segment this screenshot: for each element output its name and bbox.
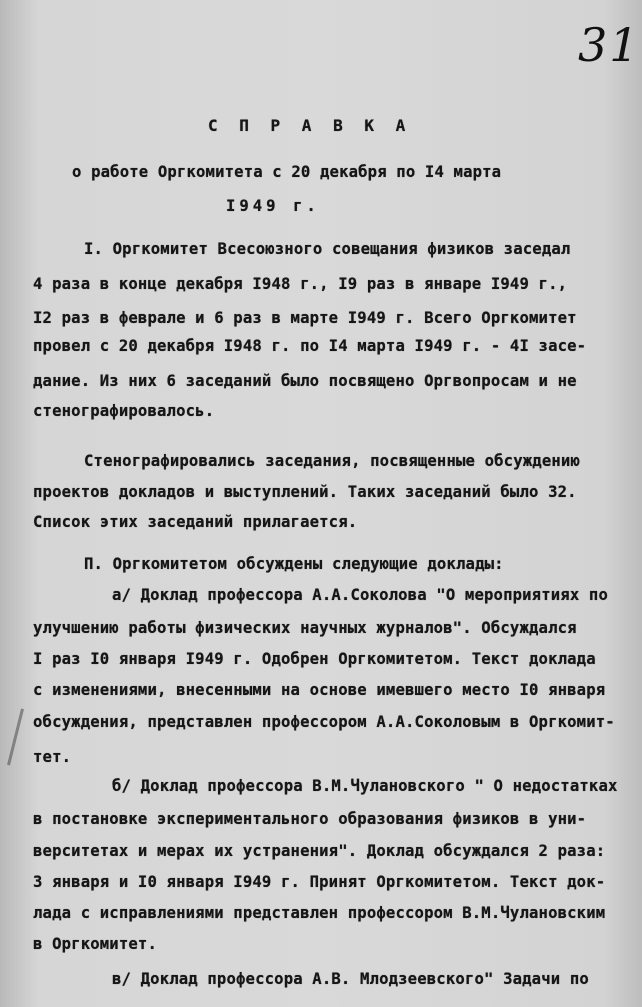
body-line: проектов докладов и выступлений. Таких заседаний было 32. xyxy=(33,483,577,501)
document-subtitle-line-1: о работе Оргкомитета с 20 декабря по I4 марта xyxy=(72,163,502,181)
body-line: дание. Из них 6 заседаний было посвящено Оргвопросам и не xyxy=(33,372,577,390)
document-subtitle-line-2: I949 г. xyxy=(226,197,320,215)
body-line: обсуждения, представлен профессором А.А.Соколовым в Оргкомит- xyxy=(33,713,615,731)
page-number: 31 xyxy=(578,18,641,72)
body-line: в/ Доклад профессора А.В. Млодзеевского" Задачи по xyxy=(112,970,589,988)
body-line: с изменениями, внесенными на основе имевшего место I0 января xyxy=(33,681,606,699)
body-line: лада с исправлениями представлен профессором В.М.Чулановским xyxy=(33,904,606,922)
body-line: верситетах и мерах их устранения". Доклад обсуждался 2 раза: xyxy=(33,842,606,860)
body-line: тет. xyxy=(33,748,72,766)
body-line: стенографировалось. xyxy=(33,402,215,420)
body-line: 3 января и I0 января I949 г. Принят Оргкомитетом. Текст док- xyxy=(33,873,606,891)
body-line: в постановке экспериментального образования физиков в уни- xyxy=(33,810,587,828)
margin-pencil-mark xyxy=(7,708,24,765)
body-line: I. Оргкомитет Всесоюзного совещания физиков заседал xyxy=(84,240,571,258)
body-line: 4 раза в конце декабря I948 г., I9 раз в январе I949 г., xyxy=(33,275,568,293)
body-line: провел с 20 декабря I948 г. по I4 марта I949 г. - 4I засе- xyxy=(33,337,587,355)
body-line: П. Оргкомитетом обсуждены следующие доклады: xyxy=(84,555,504,573)
body-line: Стенографировались заседания, посвященные обсуждению xyxy=(84,452,580,470)
body-line: I2 раз в феврале и 6 раз в марте I949 г. Всего Оргкомитет xyxy=(33,309,577,327)
document-title: С П Р А В К А xyxy=(208,116,412,135)
body-line: Список этих заседаний прилагается. xyxy=(33,513,358,531)
body-line: б/ Доклад профессора В.М.Чулановского " О недостатках xyxy=(112,777,618,795)
body-line: в Оргкомитет. xyxy=(33,935,157,953)
body-line: I раз I0 января I949 г. Одобрен Оргкомитетом. Текст доклада xyxy=(33,650,596,668)
body-line: улучшению работы физических научных журналов". Обсуждался xyxy=(33,619,577,637)
body-line: а/ Доклад профессора А.А.Соколова "О мероприятиях по xyxy=(112,586,608,604)
